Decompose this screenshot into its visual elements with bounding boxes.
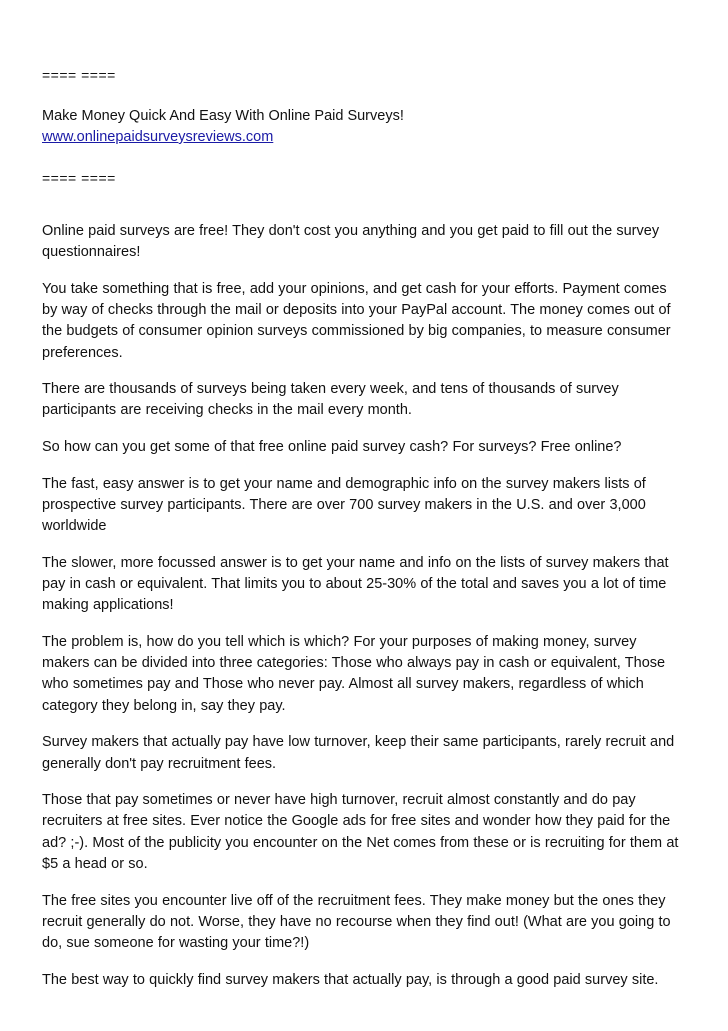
paragraph: Survey makers that actually pay have low turnover, keep their same participants, rarely recruit and generally don't pay recruitment fees. (42, 734, 675, 772)
paragraph: The slower, more focussed answer is to get your name and info on the lists of survey makers that pay in cash or equivalent. That limits you to about 25-30% of the total and saves you a lot of time making applications! (42, 554, 669, 614)
paragraph: So how can you get some of that free online paid survey cash? For surveys? Free online? (42, 439, 622, 456)
paragraph: Online paid surveys are free! They don't cost you anything and you get paid to fill out the survey questionnaires! (42, 223, 660, 261)
article-body (42, 221, 686, 991)
article-header (42, 106, 686, 148)
document-page (42, 64, 686, 1006)
paragraph: The free sites you encounter live off of the recruitment fees. They make money but the ones they recruit generally do not. Worse, they have no recourse when they find out! (What are you going to do, sue someone for wasting your time?!) (42, 892, 671, 951)
paragraph: The best way to quickly find survey makers that actually pay, is through a good paid survey site. (42, 971, 659, 988)
paragraph: The problem is, how do you tell which is which? For your purposes of making money, survey makers can be divided into three categories: Those who always pay in cash or equivalent, Those who sometimes pay and Those who never pay. Almost all survey makers, regardless of which category they belong in, say they pay. (42, 634, 666, 714)
paragraph: The fast, easy answer is to get your name and demographic info on the survey makers lists of prospective survey participants. There are over 700 survey makers in the U.S. and over 3,000 worldwide (42, 475, 646, 535)
separator-bottom: ==== ==== (42, 170, 116, 186)
article-title: Make Money Quick And Easy With Online Paid Surveys! (42, 108, 404, 124)
website-link[interactable]: www.onlinepaidsurveysreviews.com (42, 129, 274, 145)
paragraph: You take something that is free, add your opinions, and get cash for your efforts. Payment comes by way of checks through the mail or deposits into your PayPal account. The money comes out of the budgets of consumer opinion surveys commissioned by big companies, to measure consumer preferences. (42, 280, 671, 361)
paragraph: There are thousands of surveys being taken every week, and tens of thousands of survey participants are receiving checks in the mail every month. (42, 381, 619, 419)
paragraph: Those that pay sometimes or never have high turnover, recruit almost constantly and do pay recruiters at free sites. Ever notice the Google ads for free sites and wonder how they paid for the ad? ;-). Most of the publicity you encounter on the Net comes from these or is recruiting for them at $5 a head or so. (42, 792, 679, 872)
separator-top: ==== ==== (42, 67, 116, 83)
